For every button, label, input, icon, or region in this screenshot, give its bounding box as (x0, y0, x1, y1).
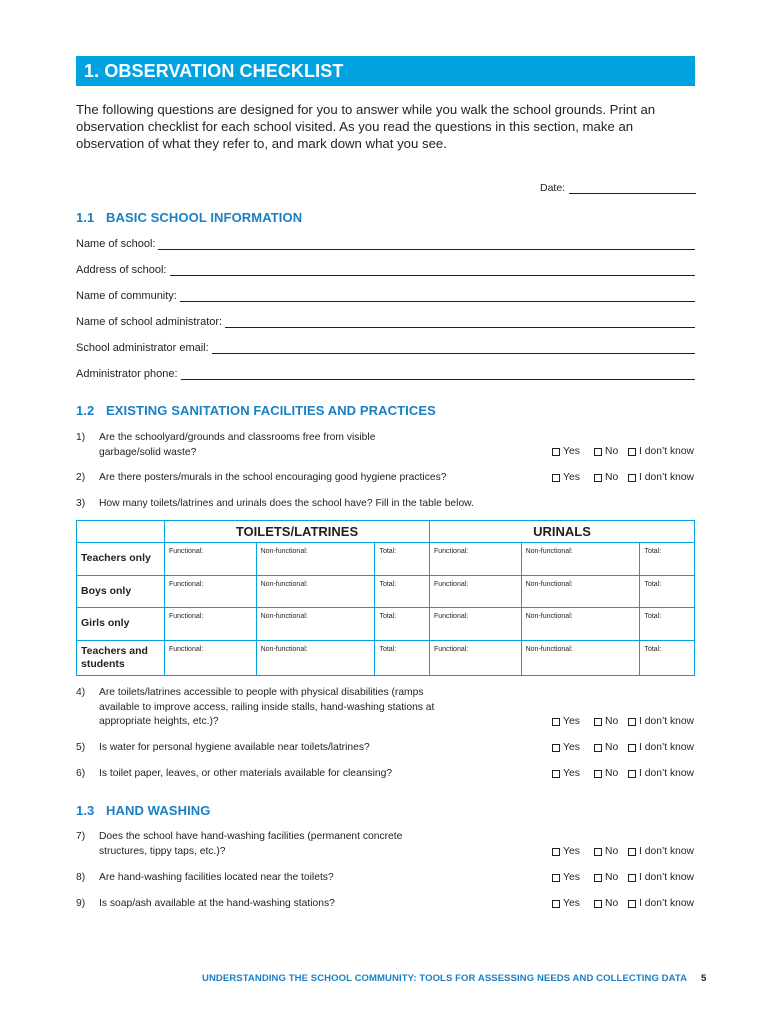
checkbox-icon[interactable] (628, 744, 636, 752)
option-label: I don’t know (639, 872, 694, 883)
dont-know-option[interactable] (628, 445, 694, 460)
yes-option[interactable] (552, 715, 594, 730)
date-input-line[interactable] (569, 183, 696, 194)
dont-know-option[interactable] (628, 897, 694, 912)
question-number: 9) (76, 898, 86, 909)
answer-options (552, 715, 694, 730)
no-option[interactable] (594, 445, 628, 460)
toilet-non-functional-cell[interactable]: Non-functional: (256, 640, 375, 675)
toilet-total-cell[interactable]: Total: (375, 608, 430, 641)
option-label: I don’t know (639, 716, 694, 727)
option-label: No (605, 446, 619, 457)
field-label: Name of community: (76, 290, 177, 302)
question-text: Is toilet paper, leaves, or other materials available for cleansing? (99, 768, 393, 779)
footer-text: UNDERSTANDING THE SCHOOL COMMUNITY: TOOLS FOR ASSESSING NEEDS AND COLLECTING DATA (202, 973, 688, 984)
field-label: Name of school administrator: (76, 316, 223, 328)
page-footer (202, 973, 706, 984)
question-9 (76, 897, 696, 912)
field-input-line[interactable] (181, 368, 696, 380)
question-2 (76, 471, 696, 486)
toilets-latrines-header: TOILETS/LATRINES (165, 521, 430, 543)
field-input-line[interactable] (180, 290, 695, 302)
checkbox-icon[interactable] (594, 744, 602, 752)
row-label: Teachers only (77, 543, 165, 576)
question-5 (76, 741, 696, 756)
field-input-line[interactable] (225, 316, 695, 328)
date-label: Date: (540, 182, 566, 194)
field-input-line[interactable] (212, 342, 695, 354)
urinal-functional-cell[interactable]: Functional: (429, 608, 521, 641)
option-label: I don’t know (639, 446, 694, 457)
field-input-line[interactable] (170, 264, 696, 276)
question-text: Does the school have hand-washing facilities (permanent concrete structures, tippy taps, etc.)? (99, 831, 403, 857)
intro-paragraph: The following questions are designed for you to answer while you walk the school grounds. Print an observation checklist for each school visited. As you read the questions in this section, make an observation of what they refer to, and mark down what you see. (76, 102, 656, 151)
checkbox-icon[interactable] (628, 448, 636, 456)
checkbox-icon[interactable] (552, 874, 560, 882)
question-number: 2) (76, 472, 86, 483)
checkbox-icon[interactable] (594, 448, 602, 456)
urinal-functional-cell[interactable]: Functional: (429, 640, 521, 675)
address-of-school-field (76, 264, 695, 276)
checkbox-icon[interactable] (552, 448, 560, 456)
checkbox-icon[interactable] (552, 474, 560, 482)
toilet-functional-cell[interactable]: Functional: (165, 608, 257, 641)
question-3 (76, 497, 696, 512)
answer-options (552, 767, 694, 782)
field-label: School administrator email: (76, 342, 209, 354)
urinal-functional-cell[interactable]: Functional: (429, 543, 521, 576)
urinal-total-cell[interactable]: Total: (640, 543, 695, 576)
toilet-functional-cell[interactable]: Functional: (165, 575, 257, 608)
checkbox-icon[interactable] (628, 874, 636, 882)
option-label: Yes (563, 472, 580, 483)
checkbox-icon[interactable] (628, 848, 636, 856)
name-of-school-field (76, 238, 695, 250)
checkbox-icon[interactable] (628, 770, 636, 778)
answer-options (552, 471, 694, 486)
urinal-non-functional-cell[interactable]: Non-functional: (521, 640, 640, 675)
answer-options (552, 741, 694, 756)
dont-know-option[interactable] (628, 871, 694, 886)
no-option[interactable] (594, 715, 628, 730)
checkbox-icon[interactable] (594, 874, 602, 882)
toilet-functional-cell[interactable]: Functional: (165, 543, 257, 576)
option-label: Yes (563, 742, 580, 753)
option-label: Yes (563, 898, 580, 909)
option-label: Yes (563, 716, 580, 727)
answer-options (552, 845, 694, 860)
checkbox-icon[interactable] (552, 718, 560, 726)
yes-option[interactable] (552, 767, 594, 782)
section-number: 1.3 (76, 803, 95, 818)
checkbox-icon[interactable] (594, 770, 602, 778)
checkbox-icon[interactable] (594, 474, 602, 482)
option-label: No (605, 742, 619, 753)
page-title: 1. OBSERVATION CHECKLIST (76, 56, 695, 86)
page-number: 5 (701, 973, 707, 984)
table-row (77, 575, 695, 608)
no-option[interactable] (594, 767, 628, 782)
no-option[interactable] (594, 845, 628, 860)
question-text: Are toilets/latrines accessible to people with physical disabilities (ramps available to improve access, railing inside stalls, hand-washing stations at appropriate heights, etc.)? (99, 687, 435, 727)
toilet-non-functional-cell[interactable]: Non-functional: (256, 608, 375, 641)
section-title: BASIC SCHOOL INFORMATION (106, 210, 303, 225)
table-corner (77, 521, 165, 543)
row-label: Boys only (77, 575, 165, 608)
toilet-non-functional-cell[interactable]: Non-functional: (256, 575, 375, 608)
question-text: Are there posters/murals in the school encouraging good hygiene practices? (99, 472, 447, 483)
question-text: Is soap/ash available at the hand-washing stations? (99, 898, 335, 909)
question-number: 3) (76, 498, 86, 509)
yes-option[interactable] (552, 871, 594, 886)
field-input-line[interactable] (158, 238, 695, 250)
dont-know-option[interactable] (628, 845, 694, 860)
answer-options (552, 897, 694, 912)
urinal-total-cell[interactable]: Total: (640, 640, 695, 675)
question-number: 1) (76, 432, 86, 443)
option-label: Yes (563, 446, 580, 457)
option-label: I don’t know (639, 768, 694, 779)
section-title: EXISTING SANITATION FACILITIES AND PRACTICES (106, 403, 436, 418)
table-row (77, 543, 695, 576)
option-label: I don’t know (639, 898, 694, 909)
checkbox-icon[interactable] (552, 744, 560, 752)
field-label: Administrator phone: (76, 368, 178, 380)
option-label: No (605, 716, 619, 727)
table-row (77, 640, 695, 675)
yes-option[interactable] (552, 845, 594, 860)
option-label: No (605, 898, 619, 909)
yes-option[interactable] (552, 445, 594, 460)
no-option[interactable] (594, 741, 628, 756)
option-label: No (605, 846, 619, 857)
urinal-total-cell[interactable]: Total: (640, 575, 695, 608)
section-title: HAND WASHING (106, 803, 211, 818)
question-text: How many toilets/latrines and urinals does the school have? Fill in the table below. (99, 498, 474, 509)
facilities-table (76, 520, 695, 676)
no-option[interactable] (594, 471, 628, 486)
checkbox-icon[interactable] (594, 848, 602, 856)
toilet-non-functional-cell[interactable]: Non-functional: (256, 543, 375, 576)
question-4 (76, 686, 696, 730)
question-number: 7) (76, 831, 86, 842)
urinal-non-functional-cell[interactable]: Non-functional: (521, 608, 640, 641)
answer-options (552, 871, 694, 886)
urinal-non-functional-cell[interactable]: Non-functional: (521, 543, 640, 576)
toilet-total-cell[interactable]: Total: (375, 575, 430, 608)
section-heading-hand-washing (76, 803, 210, 818)
administrator-email-field (76, 342, 695, 354)
option-label: Yes (563, 846, 580, 857)
date-field (540, 182, 696, 194)
option-label: I don’t know (639, 742, 694, 753)
toilet-total-cell[interactable]: Total: (375, 543, 430, 576)
checkbox-icon[interactable] (628, 718, 636, 726)
dont-know-option[interactable] (628, 715, 694, 730)
row-label: Girls only (77, 608, 165, 641)
question-1 (76, 431, 696, 461)
section-number: 1.2 (76, 403, 95, 418)
option-label: Yes (563, 872, 580, 883)
checkbox-icon[interactable] (594, 900, 602, 908)
option-label: No (605, 872, 619, 883)
yes-option[interactable] (552, 741, 594, 756)
answer-options (552, 445, 694, 460)
section-heading-sanitation (76, 403, 436, 418)
checkbox-icon[interactable] (628, 900, 636, 908)
no-option[interactable] (594, 897, 628, 912)
checkbox-icon[interactable] (552, 770, 560, 778)
checkbox-icon[interactable] (628, 474, 636, 482)
administrator-phone-field (76, 368, 695, 380)
question-text: Are hand-washing facilities located near the toilets? (99, 872, 334, 883)
question-6 (76, 767, 696, 782)
dont-know-option[interactable] (628, 471, 694, 486)
toilet-functional-cell[interactable]: Functional: (165, 640, 257, 675)
question-number: 5) (76, 742, 86, 753)
yes-option[interactable] (552, 897, 594, 912)
urinal-total-cell[interactable]: Total: (640, 608, 695, 641)
question-number: 4) (76, 687, 86, 698)
urinal-functional-cell[interactable]: Functional: (429, 575, 521, 608)
checkbox-icon[interactable] (552, 848, 560, 856)
question-text: Is water for personal hygiene available near toilets/latrines? (99, 742, 370, 753)
checkbox-icon[interactable] (594, 718, 602, 726)
yes-option[interactable] (552, 471, 594, 486)
option-label: No (605, 472, 619, 483)
question-number: 6) (76, 768, 86, 779)
section-heading-basic-info (76, 210, 302, 225)
field-label: Address of school: (76, 264, 167, 276)
row-label: Teachers and students (77, 640, 165, 675)
urinal-non-functional-cell[interactable]: Non-functional: (521, 575, 640, 608)
question-text: Are the schoolyard/grounds and classrooms free from visible garbage/solid waste? (99, 432, 376, 458)
option-label: No (605, 768, 619, 779)
dont-know-option[interactable] (628, 741, 694, 756)
table-row (77, 608, 695, 641)
name-of-community-field (76, 290, 695, 302)
field-label: Name of school: (76, 238, 156, 250)
question-number: 8) (76, 872, 86, 883)
school-administrator-name-field (76, 316, 695, 328)
dont-know-option[interactable] (628, 767, 694, 782)
section-number: 1.1 (76, 210, 95, 225)
question-8 (76, 871, 696, 886)
no-option[interactable] (594, 871, 628, 886)
toilet-total-cell[interactable]: Total: (375, 640, 430, 675)
checkbox-icon[interactable] (552, 900, 560, 908)
urinals-header: URINALS (429, 521, 694, 543)
option-label: Yes (563, 768, 580, 779)
option-label: I don’t know (639, 472, 694, 483)
option-label: I don’t know (639, 846, 694, 857)
question-7 (76, 830, 696, 860)
